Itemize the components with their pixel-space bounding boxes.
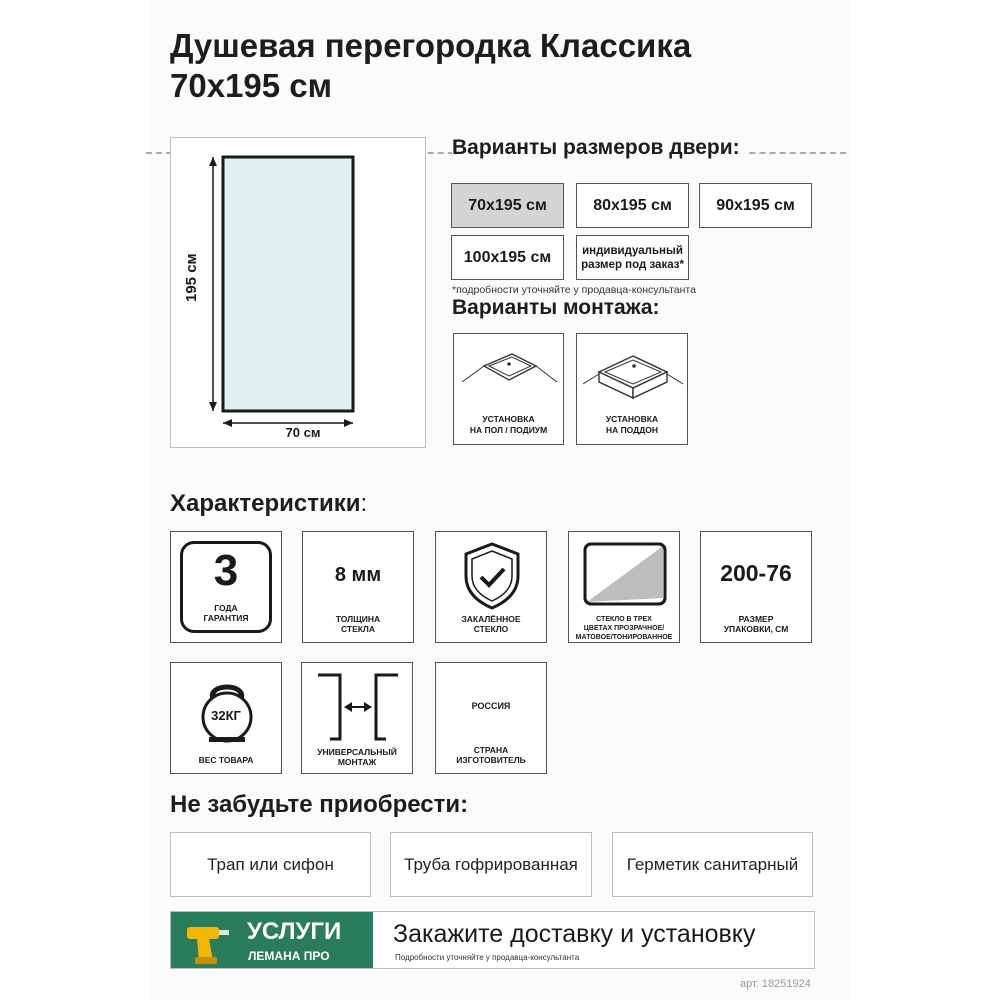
services-banner[interactable]: [170, 911, 815, 969]
char-package-size: [700, 531, 812, 643]
door-sizes-heading: Варианты размеров двери:: [452, 136, 746, 160]
glass-colors-label: СТЕКЛО В ТРЕХ ЦВЕТАХ ПРОЗРАЧНОЕ/ МАТОВОЕ/ТОНИРОВАННОЕ: [575, 616, 673, 641]
glass-panel-drawing: [171, 138, 425, 447]
char-glass-thickness: [302, 531, 414, 643]
weight-label: ВЕС ТОВАРА: [198, 755, 254, 765]
services-brand-title: УСЛУГИ: [247, 918, 342, 945]
services-brand-block: [171, 912, 373, 968]
characteristics-heading: Характеристики:: [170, 490, 368, 517]
size-option-90x195[interactable]: 90x195 см: [699, 183, 812, 228]
country-value: РОССИЯ: [471, 701, 511, 711]
shield-check-icon: [436, 540, 548, 612]
char-universal-mount: [301, 662, 413, 774]
services-brand-subtitle: ЛЕМАНА ПРО: [248, 949, 330, 963]
size-option-70x195[interactable]: 70x195 см: [451, 183, 564, 228]
drill-icon: [183, 917, 233, 967]
country-label: СТРАНА ИЗГОТОВИТЕЛЬ: [456, 745, 526, 765]
universal-mount-label: УНИВЕРСАЛЬНЫЙ МОНТАЖ: [317, 747, 397, 767]
char-warranty: [170, 531, 282, 643]
thickness-value: 8 мм: [334, 564, 382, 586]
size-option-80x195[interactable]: 80x195 см: [576, 183, 689, 228]
dimension-diagram: [170, 137, 426, 448]
mount-floor-label: УСТАНОВКА НА ПОЛ / ПОДИУМ: [469, 414, 548, 435]
size-option-custom[interactable]: индивидуальный размер под заказ*: [576, 235, 689, 280]
universal-mount-icon: [302, 669, 414, 749]
page-title: [170, 26, 691, 106]
title-line-2: 70x195 см: [170, 67, 333, 104]
package-label: РАЗМЕР УПАКОВКИ, СМ: [723, 614, 789, 634]
width-label: 70 см: [285, 425, 321, 440]
title-line-1: Душевая перегородка Классика: [170, 27, 692, 64]
also-buy-item-sealant[interactable]: Герметик санитарный: [612, 832, 813, 897]
package-value: 200-76: [720, 560, 792, 586]
char-weight: [170, 662, 282, 774]
also-buy-item-pipe[interactable]: Труба гофрированная: [390, 832, 592, 897]
tray-install-icon: [577, 342, 689, 412]
glass-colors-icon: [569, 540, 681, 610]
thickness-label: ТОЛЩИНА СТЕКЛА: [335, 614, 381, 634]
char-tempered-glass: [435, 531, 547, 643]
mount-option-floor[interactable]: [453, 333, 564, 445]
height-label: 195 см: [183, 253, 200, 302]
services-note: Подробности уточняйте у продавца-консультанта: [395, 953, 580, 962]
also-buy-heading: Не забудьте приобрести:: [170, 791, 469, 818]
mounting-heading: Варианты монтажа:: [452, 296, 660, 319]
char-country: [435, 662, 547, 774]
warranty-years: 3: [213, 546, 239, 595]
door-sizes-note: *подробности уточняйте у продавца-консультанта: [452, 284, 696, 296]
article-number: арт. 18251924: [740, 978, 811, 990]
services-offer: Закажите доставку и установку: [393, 920, 756, 948]
warranty-label: ГОДА ГАРАНТИЯ: [203, 603, 249, 623]
weight-value: 32КГ: [211, 708, 241, 723]
floor-install-icon: [454, 342, 565, 412]
tempered-label: ЗАКАЛЁННОЕ СТЕКЛО: [461, 614, 521, 634]
also-buy-item-drain[interactable]: Трап или сифон: [170, 832, 371, 897]
size-option-100x195[interactable]: 100x195 см: [451, 235, 564, 280]
mount-tray-label: УСТАНОВКА НА ПОДДОН: [605, 414, 659, 435]
mount-option-tray[interactable]: [576, 333, 688, 445]
char-glass-colors: [568, 531, 680, 643]
